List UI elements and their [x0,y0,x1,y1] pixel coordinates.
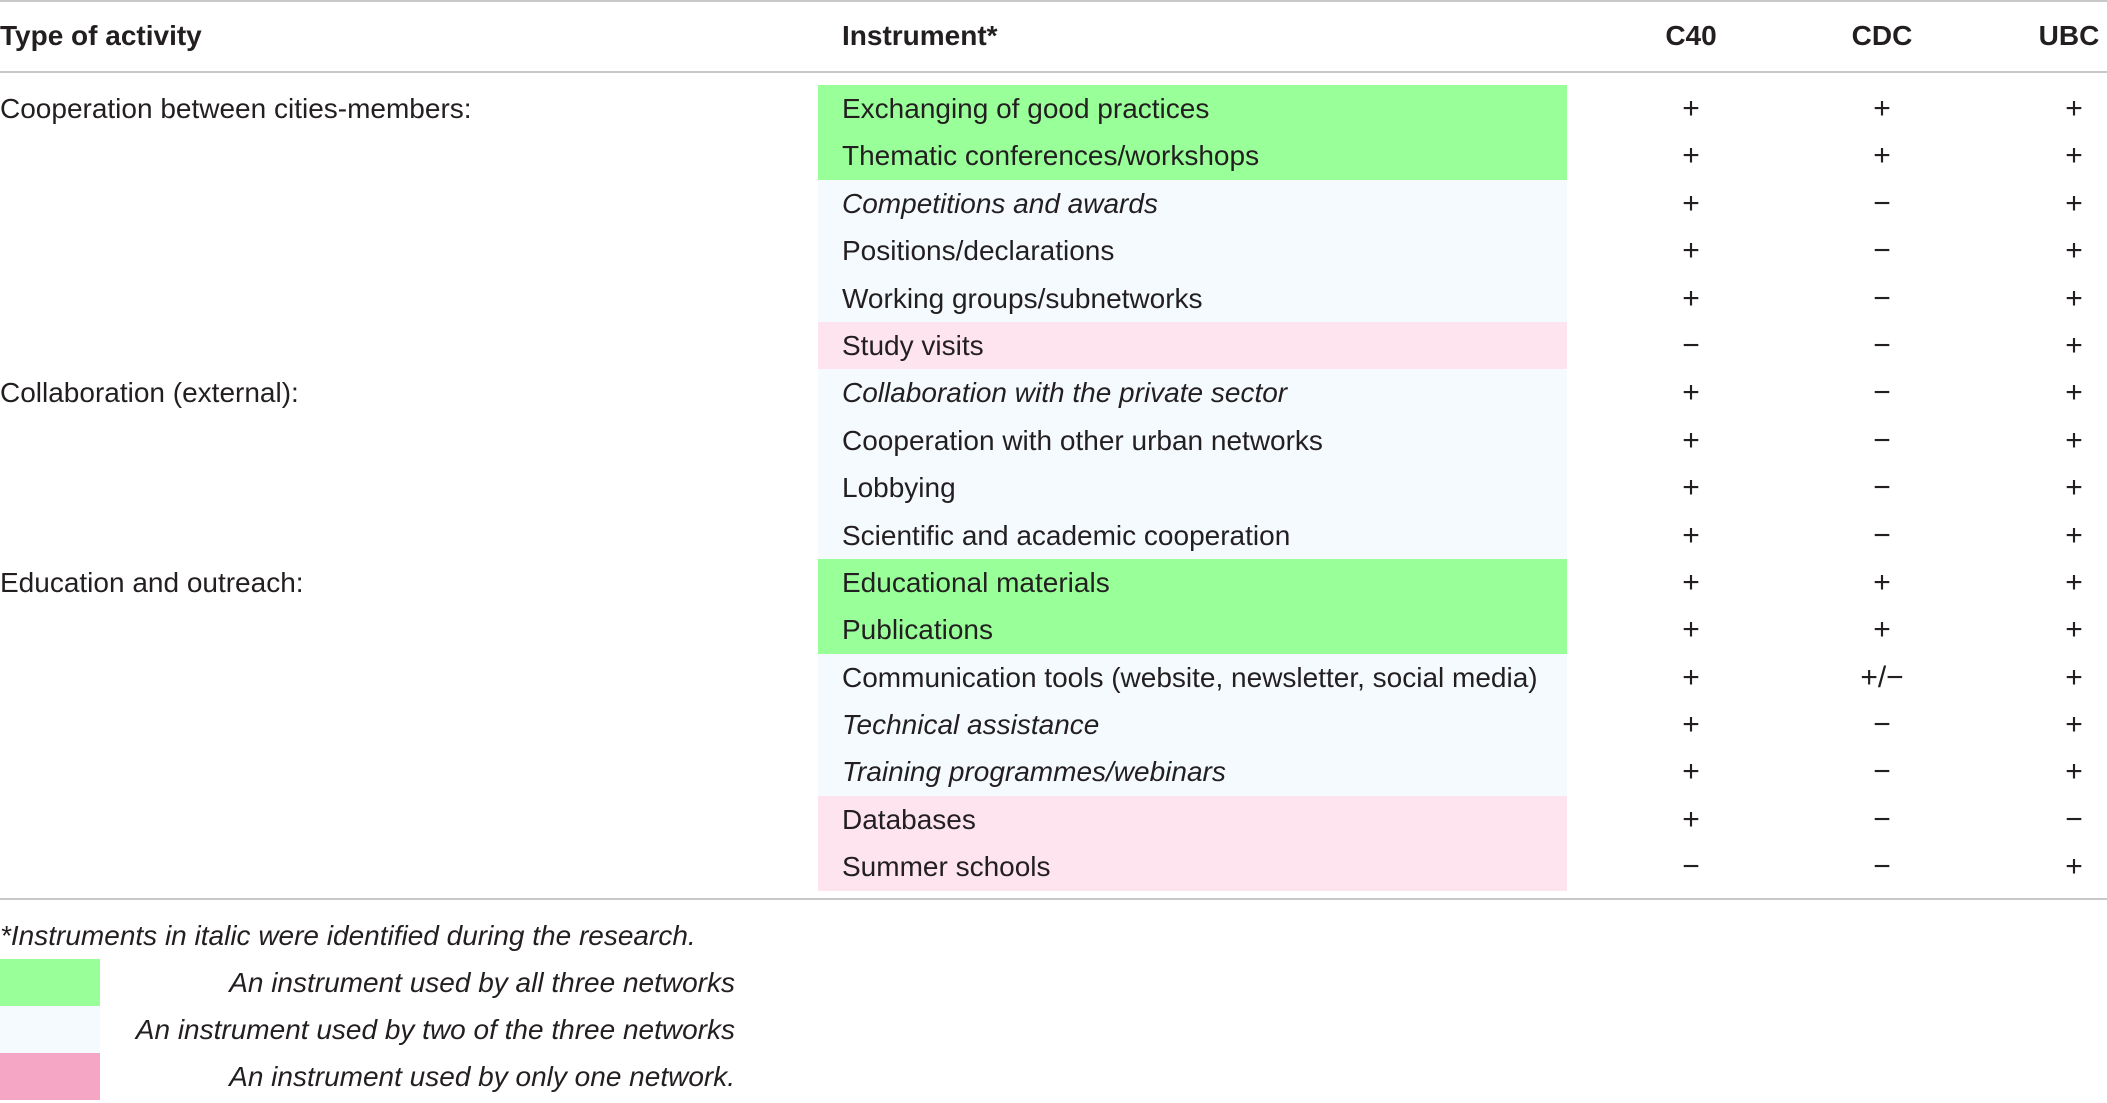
legend-item-all [0,959,760,1006]
cdc-value-cell: − [1873,423,1891,457]
ubc-value-cell: + [2065,518,2083,552]
legend-swatch-all [0,959,100,1006]
cdc-value-cell: + [1873,565,1891,599]
ubc-value-cell: + [2065,471,2083,505]
legend-label-all: An instrument used by all three networks [229,967,735,998]
instrument-cell: Publications [818,606,1567,653]
instrument-cell: Communication tools (website, newsletter, social media) [818,654,1567,701]
ubc-value-cell: + [2065,186,2083,220]
c40-value-cell: + [1682,708,1700,742]
legend-item-two [0,1006,760,1053]
legend-item-one [0,1053,760,1100]
header-c40: C40 [1665,20,1717,51]
ubc-value-cell: − [2065,802,2083,836]
cdc-value-cell: − [1873,281,1891,315]
c40-value-cell: + [1682,376,1700,410]
type-of-activity-cell: Education and outreach: [0,566,304,598]
instrument-cell: Exchanging of good practices [818,85,1567,132]
header-rule [0,71,2107,73]
instrument-cell: Scientific and academic cooperation [818,512,1567,559]
instrument-cell: Training programmes/webinars [818,748,1567,795]
cdc-value-cell: − [1873,802,1891,836]
cdc-value-cell: − [1873,471,1891,505]
table-top-rule [0,0,2107,2]
table-row [0,701,2107,748]
ubc-value-cell: + [2065,755,2083,789]
table-row [0,606,2107,653]
c40-value-cell: + [1682,423,1700,457]
header-type-of-activity: Type of activity [0,20,202,51]
ubc-value-cell: + [2065,92,2083,125]
c40-value-cell: + [1682,281,1700,315]
instrument-cell: Working groups/subnetworks [818,275,1567,322]
table-row [0,796,2107,843]
table-body [0,85,2107,891]
instrument-cell: Summer schools [818,843,1567,890]
cdc-value-cell: − [1873,708,1891,742]
cdc-value-cell: + [1873,613,1891,647]
table-row [0,654,2107,701]
legend-swatch-two [0,1006,100,1053]
c40-value-cell: + [1682,613,1700,647]
table-row [0,132,2107,179]
table-row [0,512,2107,559]
instrument-cell: Positions/declarations [818,227,1567,274]
c40-value-cell: + [1682,565,1700,599]
instrument-cell: Competitions and awards [818,180,1567,227]
table-row [0,85,2107,132]
ubc-value-cell: + [2065,660,2083,694]
c40-value-cell: + [1682,186,1700,220]
header-instrument: Instrument* [842,20,998,51]
ubc-value-cell: + [2065,139,2083,173]
c40-value-cell: + [1682,518,1700,552]
instrument-cell: Cooperation with other urban networks [818,417,1567,464]
c40-value-cell: + [1682,234,1700,268]
table-row [0,227,2107,274]
header-cdc: CDC [1851,20,1913,51]
instrument-cell: Collaboration with the private sector [818,369,1567,416]
cdc-value-cell: − [1873,376,1891,410]
ubc-value-cell: + [2065,565,2083,599]
legend-label-two: An instrument used by two of the three networks [135,1014,735,1045]
c40-value-cell: + [1682,660,1700,694]
table-row [0,843,2107,890]
header-ubc: UBC [2038,20,2100,51]
ubc-value-cell: + [2065,281,2083,315]
table-row [0,559,2107,606]
cdc-value-cell: − [1873,328,1891,362]
cdc-value-cell: − [1873,850,1891,884]
instrument-cell: Technical assistance [818,701,1567,748]
table-row [0,180,2107,227]
cdc-value-cell: + [1873,139,1891,173]
cdc-value-cell: − [1873,518,1891,552]
type-of-activity-cell: Cooperation between cities-members: [0,93,472,124]
ubc-value-cell: + [2065,423,2083,457]
legend-swatch-one [0,1053,100,1100]
c40-value-cell: + [1682,471,1700,505]
cdc-value-cell: + [1873,92,1891,125]
table-row [0,369,2107,416]
instrument-cell: Databases [818,796,1567,843]
cdc-value-cell: − [1873,234,1891,268]
c40-value-cell: + [1682,139,1700,173]
ubc-value-cell: + [2065,376,2083,410]
ubc-value-cell: + [2065,708,2083,742]
c40-value-cell: − [1682,328,1700,362]
cdc-value-cell: − [1873,755,1891,789]
table-row [0,322,2107,369]
table-row [0,417,2107,464]
table-row [0,464,2107,511]
c40-value-cell: + [1682,755,1700,789]
ubc-value-cell: + [2065,234,2083,268]
instrument-cell: Educational materials [818,559,1567,606]
c40-value-cell: − [1682,850,1700,884]
legend-label-one: An instrument used by only one network. [229,1061,735,1092]
instrument-cell: Thematic conferences/workshops [818,132,1567,179]
table-bottom-rule [0,898,2107,900]
type-of-activity-cell: Collaboration (external): [0,377,299,409]
cdc-value-cell: +/− [1860,660,1904,694]
ubc-value-cell: + [2065,850,2083,884]
table-row [0,748,2107,795]
footnote: *Instruments in italic were identified during the research. [0,920,696,951]
instrument-cell: Study visits [818,322,1567,369]
c40-value-cell: + [1682,92,1700,125]
table-row [0,275,2107,322]
instrument-cell: Lobbying [818,464,1567,511]
ubc-value-cell: + [2065,328,2083,362]
c40-value-cell: + [1682,802,1700,836]
ubc-value-cell: + [2065,613,2083,647]
cdc-value-cell: − [1873,186,1891,220]
